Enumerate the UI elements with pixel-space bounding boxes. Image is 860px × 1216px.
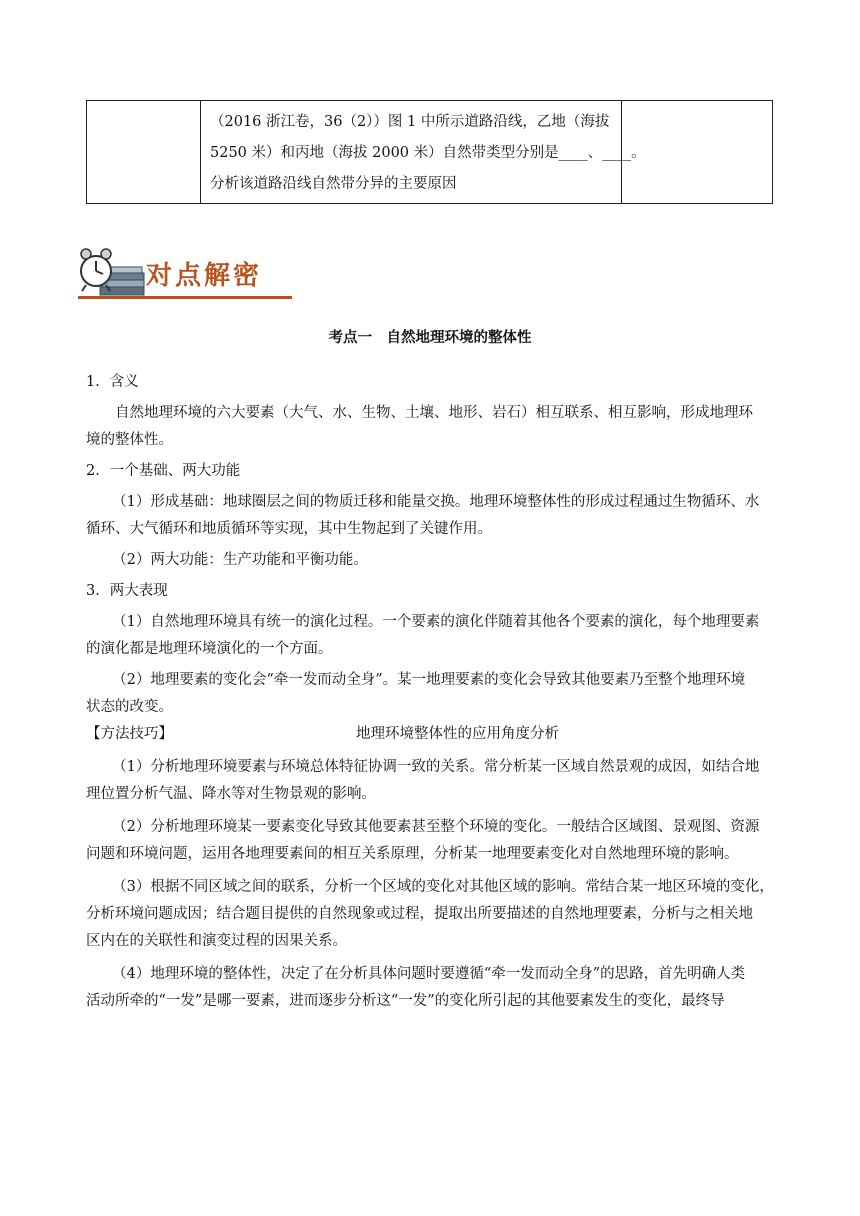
paragraph-line: 自然地理环境的六大要素（大气、水、生物、土壤、地形、岩石）相互联系、相互影响，形成地理环: [115, 405, 753, 421]
paragraph-line: 区内在的关联性和演变过程的因果关系。: [86, 933, 347, 949]
paragraph-line: 状态的改变。: [86, 699, 173, 715]
table-cell-left: [87, 101, 201, 203]
heading-3: 3．两大表现: [86, 583, 168, 599]
paragraph-line: （1）分析地理环境要素与环境总体特征协调一致的关系。常分析某一区域自然景观的成因，如结合地: [112, 759, 760, 775]
paragraph-line: 循环、大气循环和地质循环等实现，其中生物起到了关键作用。: [86, 521, 492, 537]
table-cell-right: [622, 101, 772, 203]
question-line: （2016 浙江卷，36（2））图 1 中所示道路沿线，乙地（海拔: [210, 114, 610, 130]
paragraph-line: （1）自然地理环境具有统一的演化过程。一个要素的演化伴随着其他各个要素的演化，每个地理要素: [112, 614, 760, 630]
paragraph-line: 问题和环境问题，运用各地理要素间的相互关系原理，分析某一地理要素变化对自然地理环境的影响。: [86, 846, 739, 862]
paragraph-line: 的演化都是地理环境演化的一个方面。: [86, 641, 333, 657]
banner-underline: [78, 296, 292, 299]
heading-1: 1．含义: [86, 374, 139, 390]
clock-books-icon: [78, 243, 148, 299]
tips-title: 地理环境整体性的应用角度分析: [356, 726, 559, 742]
question-table: [86, 100, 773, 204]
content-body: [86, 369, 786, 1015]
paragraph-line: 活动所牵的“一发”是哪一要素，进而逐步分析这“一发”的变化所引起的其他要素发生的变化，最终导: [86, 993, 725, 1009]
paragraph-line: （2）两大功能：生产功能和平衡功能。: [112, 552, 368, 568]
paragraph-line: （4）地理环境的整体性，决定了在分析具体问题时要遵循“牵一发而动全身”的思路，首先明确人类: [112, 966, 746, 982]
section-title: 考点一 自然地理环境的整体性: [328, 330, 532, 346]
paragraph-line: 理位置分析气温、降水等对生物景观的影响。: [86, 786, 376, 802]
tips-label: 【方法技巧】: [86, 726, 173, 742]
paragraph-line: 境的整体性。: [86, 432, 173, 448]
paragraph-line: （3）根据不同区域之间的联系，分析一个区域的变化对其他区域的影响。常结合某一地区环境的变化，: [112, 879, 774, 895]
section-banner: [78, 243, 294, 305]
paragraph-line: 分析环境问题成因；结合题目提供的自然现象或过程，提取出所要描述的自然地理要素，分析与之相关地: [86, 906, 753, 922]
paragraph-line: （2）地理要素的变化会“牵一发而动全身”。某一地理要素的变化会导致其他要素乃至整个地理环境: [112, 672, 746, 688]
question-line: 5250 米）和丙地（海拔 2000 米）自然带类型分别是____、____。: [210, 145, 646, 161]
tips-header: [86, 721, 786, 748]
paragraph-line: （2）分析地理环境某一要素变化导致其他要素甚至整个环境的变化。一般结合区域图、景观图、资源: [112, 819, 760, 835]
banner-title: 对点解密: [146, 261, 263, 291]
table-cell-question: [201, 101, 646, 203]
heading-2: 2．一个基础、两大功能: [86, 463, 241, 479]
paragraph-line: （1）形成基础：地球圈层之间的物质迁移和能量交换。地理环境整体性的形成过程通过生物循环、水: [112, 494, 760, 510]
question-line: 分析该道路沿线自然带分异的主要原因: [210, 176, 457, 192]
